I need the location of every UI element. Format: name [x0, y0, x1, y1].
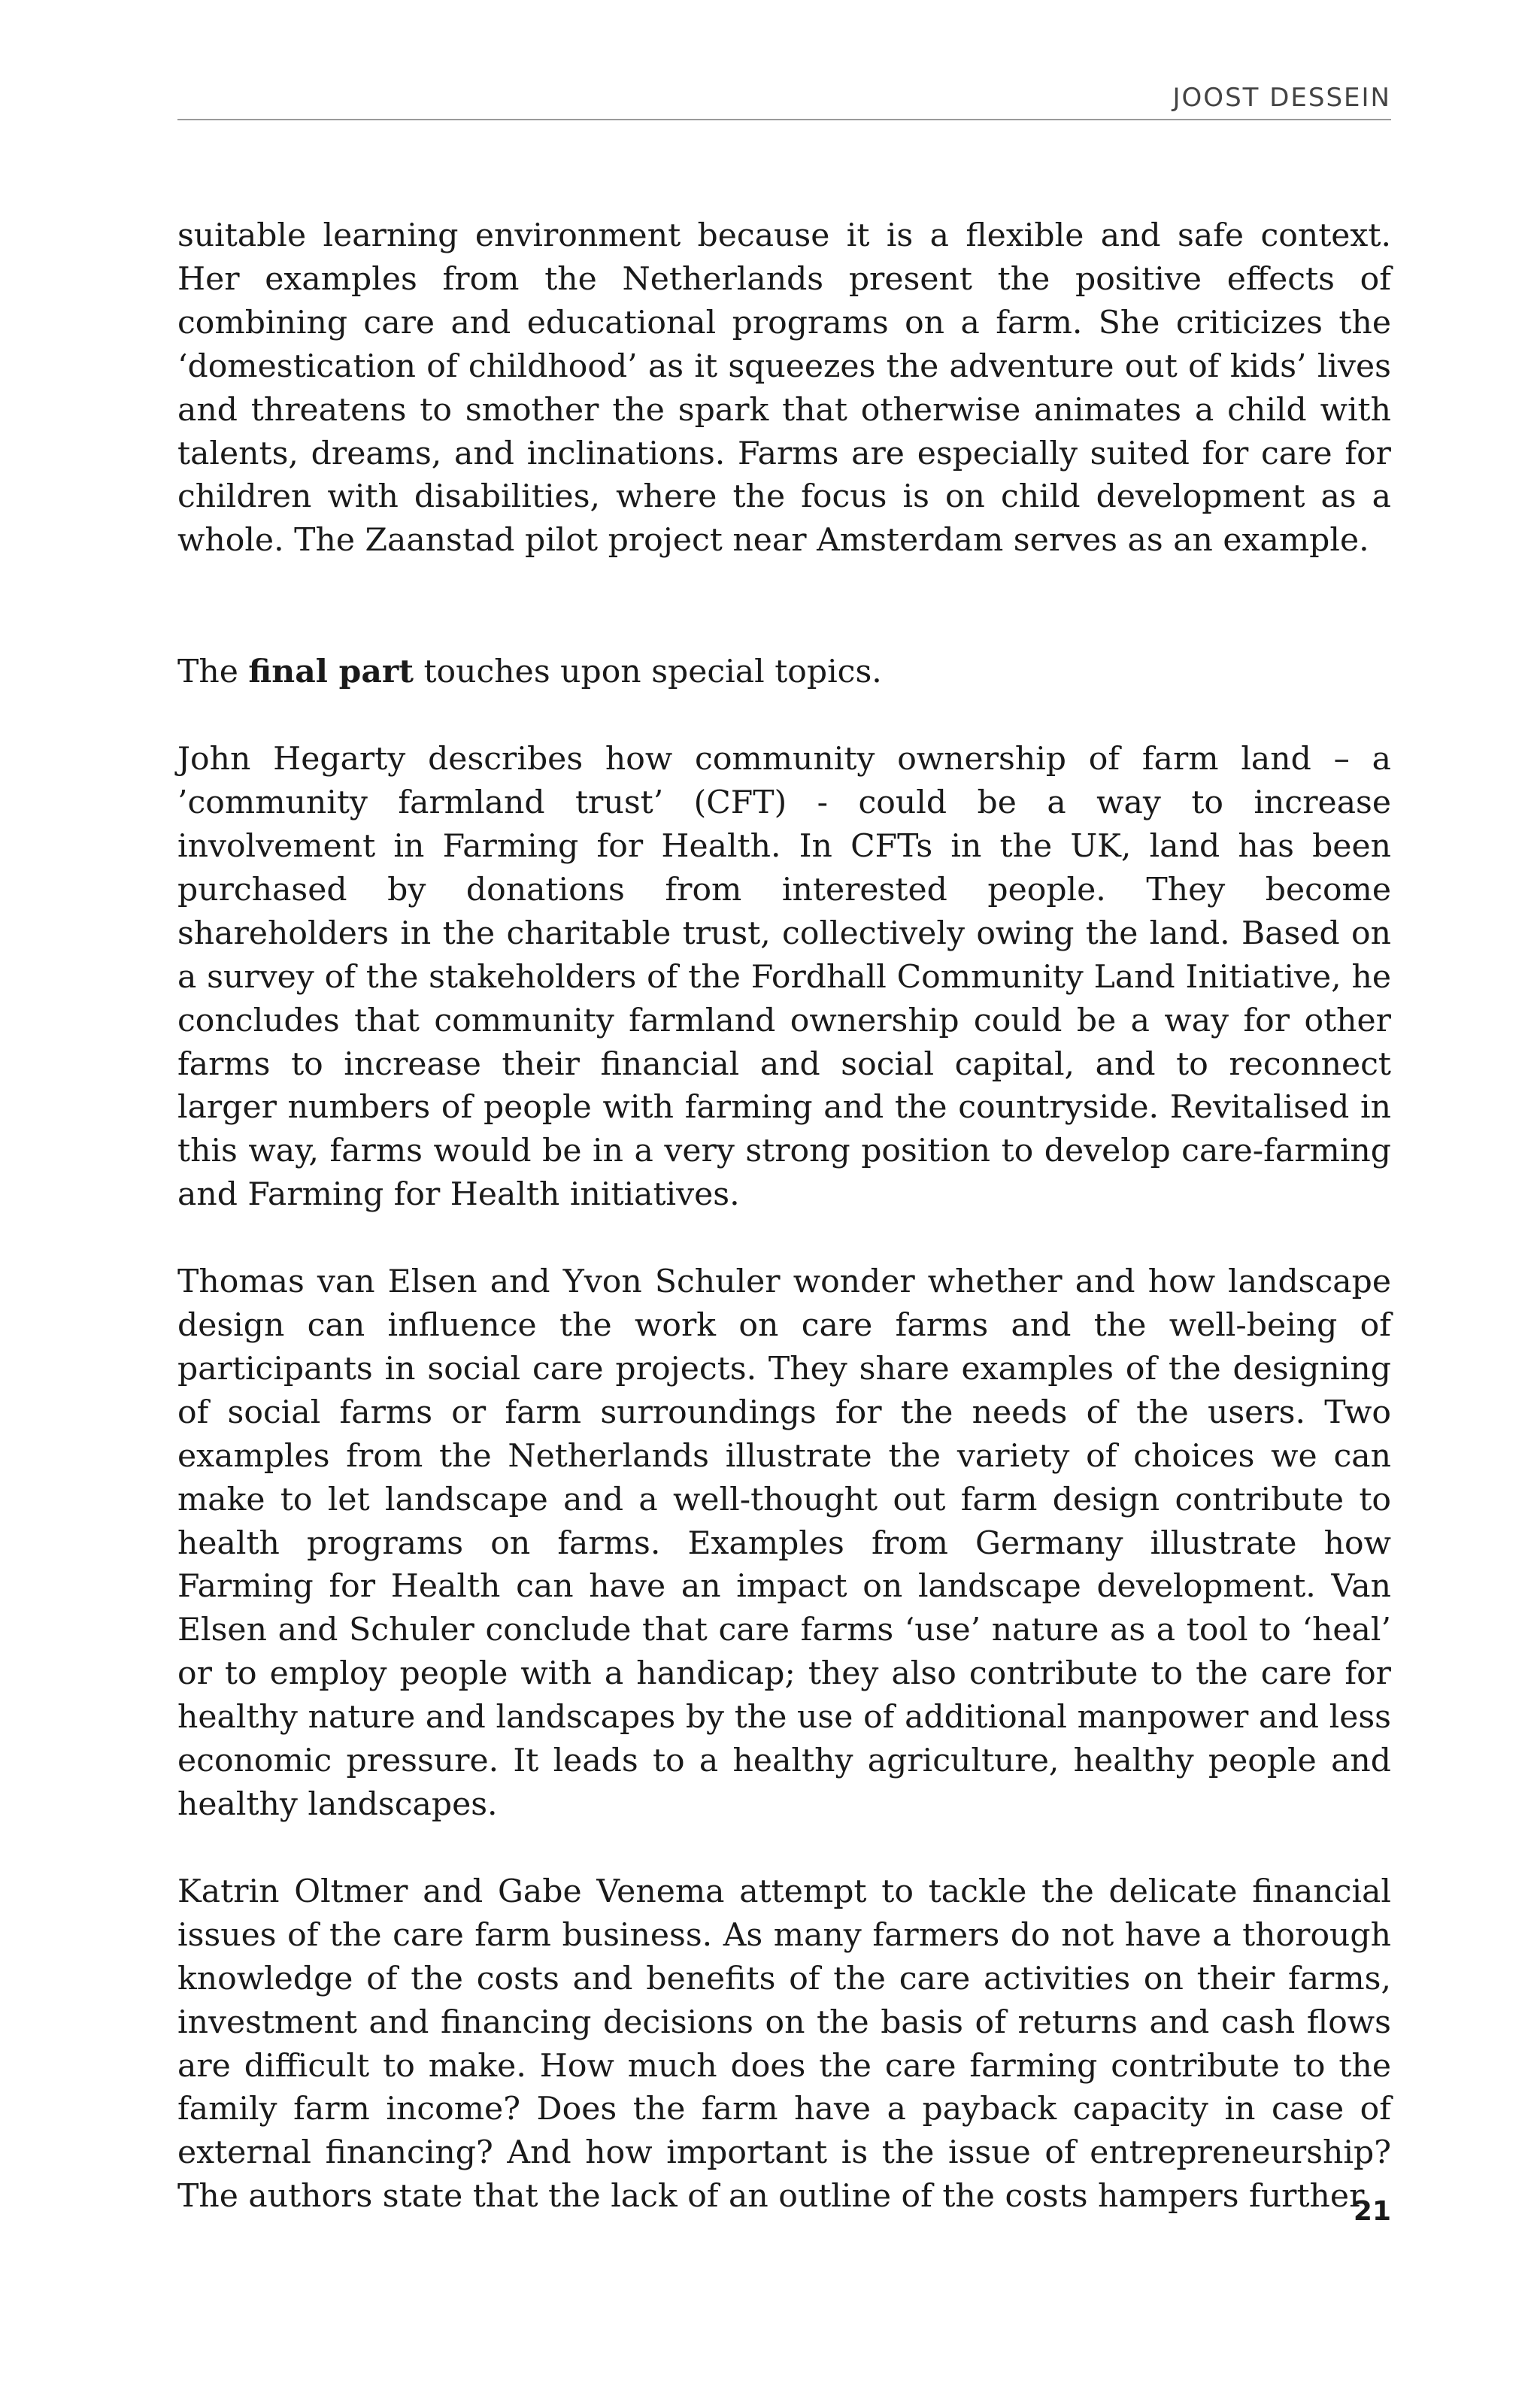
paragraph-community-farmland-trust: John Hegarty describes how community ownership of farm land – a ’community farmland trust’ (CFT) - could be a way to increase involvement in Farming for Health. In CFTs in the UK, land has been purchased by donations from interested people. They become shareholders in the charitable trust, collectively owing the land. Based on a survey of the stakeholders of the Fordhall Community Land Initiative, he concludes that community farmland ownership could be a way for other farms to increase their financial and social capital, and to reconnect larger numbers of people with farming and the countryside. Revitalised in this way, farms would be in a very strong position to develop care-farming and Farming for Health initiatives.: [177, 741, 1391, 1214]
paragraph-financial-issues: Katrin Oltmer and Gabe Venema attempt to tackle the delicate financial issues of the care farm business. As many farmers do not have a thorough knowledge of the costs and benefits of the care activities on their farms, investment and financing decisions on the basis of returns and cash flows are difficult to make. How much does the care farming contribute to the family farm income? Does the farm have a payback capacity in case of external financing? And how important is the issue of entrepreneurship? The authors state that the lack of an outline of the costs hampers further: [177, 1873, 1391, 2216]
section-gap: [177, 563, 1391, 651]
paragraph-children-care: suitable learning environment because it is a flexible and safe context. Her examples from the Netherlands present the positive effects of combining care and educational programs on a farm. She criticizes the ‘domestication of childhood’ as it squeezes the adventure out of kids’ lives and threatens to smother the spark that otherwise animates a child with talents, dreams, and inclinations. Farms are especially suited for care for children with disabilities, where the focus is on child development as a whole. The Zaanstad pilot project near Amsterdam serves as an example.: [177, 217, 1391, 560]
final-part-tail: touches upon special topics.: [413, 654, 882, 691]
paragraph-gap: [177, 1217, 1391, 1260]
book-page: [177, 0, 1391, 2390]
paragraph-landscape-design: Thomas van Elsen and Yvon Schuler wonder whether and how landscape design can influence the work on care farms and the well-being of participants in social care projects. They share examples of the designing of social farms or farm surroundings for the needs of the users. Two examples from the Netherlands illustrate the variety of choices we can make to let landscape and a well-thought out farm design contribute to health programs on farms. Examples from Germany illustrate how Farming for Health can have an impact on landscape development. Van Elsen and Schuler conclude that care farms ‘use’ nature as a tool to ‘heal’ or to employ people with a handicap; they also contribute to the care for healthy nature and landscapes by the use of additional manpower and less economic pressure. It leads to a healthy agriculture, healthy people and healthy landscapes.: [177, 1263, 1391, 1823]
page-number: 21: [1353, 2196, 1391, 2227]
header-rule: [177, 119, 1391, 120]
paragraph-gap: [177, 1827, 1391, 1870]
paragraph-final-part-intro: [177, 651, 1391, 694]
final-part-bold: final part: [248, 653, 414, 691]
paragraph-gap: [177, 694, 1391, 738]
running-header-author: JOOST DESSEIN: [1172, 83, 1391, 113]
final-part-lead: The: [177, 654, 249, 691]
body-text: [177, 214, 1391, 2219]
